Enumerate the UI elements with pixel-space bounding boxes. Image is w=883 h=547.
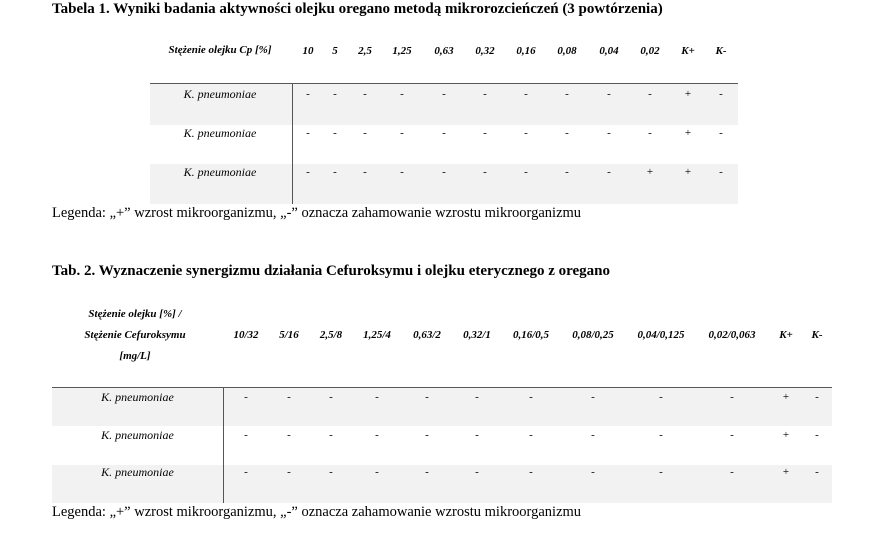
table2-cell: - [591,429,595,441]
table1-legend: Legenda: „+” wzrost mikroorganizmu, „-” oznacza zahamowanie wzrostu mikroorganizmu [52,205,582,221]
table1-label-divider [292,84,293,204]
table2-cell: - [529,466,533,478]
table2-cell: - [591,466,595,478]
table2-cell: - [815,466,819,478]
table1-cell: - [524,127,528,139]
table2-cell: - [244,429,248,441]
table1-cell: - [363,127,367,139]
table2-cell: + [782,429,790,441]
table2-cell: - [244,466,248,478]
table1-cell: - [607,88,611,100]
table1-column-header: 0,08 [557,45,577,57]
table2-cell: - [475,429,479,441]
table2-legend: Legenda: „+” wzrost mikroorganizmu, „-” oznacza zahamowanie wzrostu mikroorganizmu [52,504,582,520]
table1-cell: - [400,88,404,100]
table2-column-header: 0,63/2 [413,329,441,341]
table2-column-header: 0,16/0,5 [512,329,550,341]
table2-cell: + [782,391,790,403]
table2-cell: - [591,391,595,403]
table1-cell: - [524,166,528,178]
table1-column-header: 5 [332,45,338,57]
table2-cell: - [425,391,429,403]
table1-cell: - [483,166,487,178]
table1-cell: - [400,166,404,178]
table1-cell: + [684,88,692,100]
table2-cell: - [375,391,379,403]
table1-cell: - [442,88,446,100]
table2-cell: - [329,391,333,403]
table1-header-label: Stężenie olejku Cp [%] [168,44,272,56]
table1-column-header: 2,5 [358,45,372,57]
table1-cell: - [442,127,446,139]
table1-cell: + [684,127,692,139]
table1-cell: - [306,166,310,178]
table2-cell: - [287,466,291,478]
table2-header-label-line2: Stężenie Cefuroksymu [84,329,186,341]
table1-column-header: 0,63 [434,45,454,57]
table2-label-divider [223,388,224,503]
table2-header-label-line3: [mg/L] [119,350,151,362]
table1-cell: - [719,127,723,139]
table2-cell: + [782,466,790,478]
table2-cell: - [287,429,291,441]
table2-cell: - [475,466,479,478]
table2-cell: - [659,466,663,478]
table1-cell: - [648,127,652,139]
table2-header-label-line1: Stężenie olejku [%] / [88,308,182,320]
table1-column-header: 0,16 [516,45,536,57]
table1-cell: - [719,166,723,178]
table2-column-header: 0,32/1 [463,329,491,341]
table2-column-header: K- [811,329,823,341]
table2-cell: - [730,391,734,403]
table1-cell: + [646,166,654,178]
table1-column-header: K- [715,45,727,57]
table2-column-header: 2,5/8 [319,329,343,341]
table1-column-header: 0,04 [599,45,619,57]
table2-column-header: K+ [779,329,793,341]
table1-cell: - [607,166,611,178]
table1-row-label: K. pneumoniae [183,165,257,179]
table2-column-header: 1,25/4 [363,329,391,341]
table1-row-label: K. pneumoniae [183,87,257,101]
table1-cell: - [524,88,528,100]
table2-cell: - [529,429,533,441]
table2-cell: - [730,429,734,441]
table1-cell: - [333,127,337,139]
table1-column-header: 1,25 [392,45,412,57]
table2-cell: - [375,429,379,441]
table2-cell: - [329,429,333,441]
table2-row-label: K. pneumoniae [101,465,174,479]
table2-row-label: K. pneumoniae [101,390,174,404]
table2-cell: - [529,391,533,403]
table2-column-header: 0,04/0,125 [637,329,685,341]
table1-cell: - [306,88,310,100]
table1-cell: - [400,127,404,139]
table2-cell: - [425,429,429,441]
table1-row-label: K. pneumoniae [183,126,257,140]
table2-row-label: K. pneumoniae [101,428,174,442]
table2-header-label [60,304,210,367]
table2-cell: - [659,391,663,403]
table2-cell: - [329,466,333,478]
table1-cell: - [306,127,310,139]
table2-cell: - [244,391,248,403]
table1-cell: - [363,88,367,100]
table2-column-header: 0,02/0,063 [708,329,756,341]
table2-column-header: 10/32 [233,329,259,341]
table2-cell: - [730,466,734,478]
table1-cell: - [483,127,487,139]
table1-cell: - [363,166,367,178]
table2-cell: - [815,429,819,441]
table2-cell: - [815,391,819,403]
table2-column-header: 0,08/0,25 [572,329,614,341]
table1-cell: + [684,166,692,178]
table1-cell: - [565,88,569,100]
table1-cell: - [442,166,446,178]
table1-title: Tabela 1. Wyniki badania aktywności olejku oregano metodą mikrorozcieńczeń (3 powtórzenia) [52,1,663,17]
table1-cell: - [483,88,487,100]
table1-column-header: K+ [681,45,695,57]
table2-column-header: 5/16 [279,329,299,341]
table2-title: Tab. 2. Wyznaczenie synergizmu działania Cefuroksymu i olejku eterycznego z oregano [52,263,611,279]
table1-cell: - [719,88,723,100]
table1-cell: - [333,166,337,178]
table1-column-header: 10 [302,45,314,57]
table1-cell: - [607,127,611,139]
table2-cell: - [475,391,479,403]
table2-cell: - [287,391,291,403]
table1-cell: - [333,88,337,100]
table1-cell: - [565,166,569,178]
table1-cell: - [565,127,569,139]
table2-cell: - [375,466,379,478]
table1-column-header: 0,02 [640,45,660,57]
table2-cell: - [425,466,429,478]
table1-column-header: 0,32 [475,45,495,57]
table2-cell: - [659,429,663,441]
table1-cell: - [648,88,652,100]
